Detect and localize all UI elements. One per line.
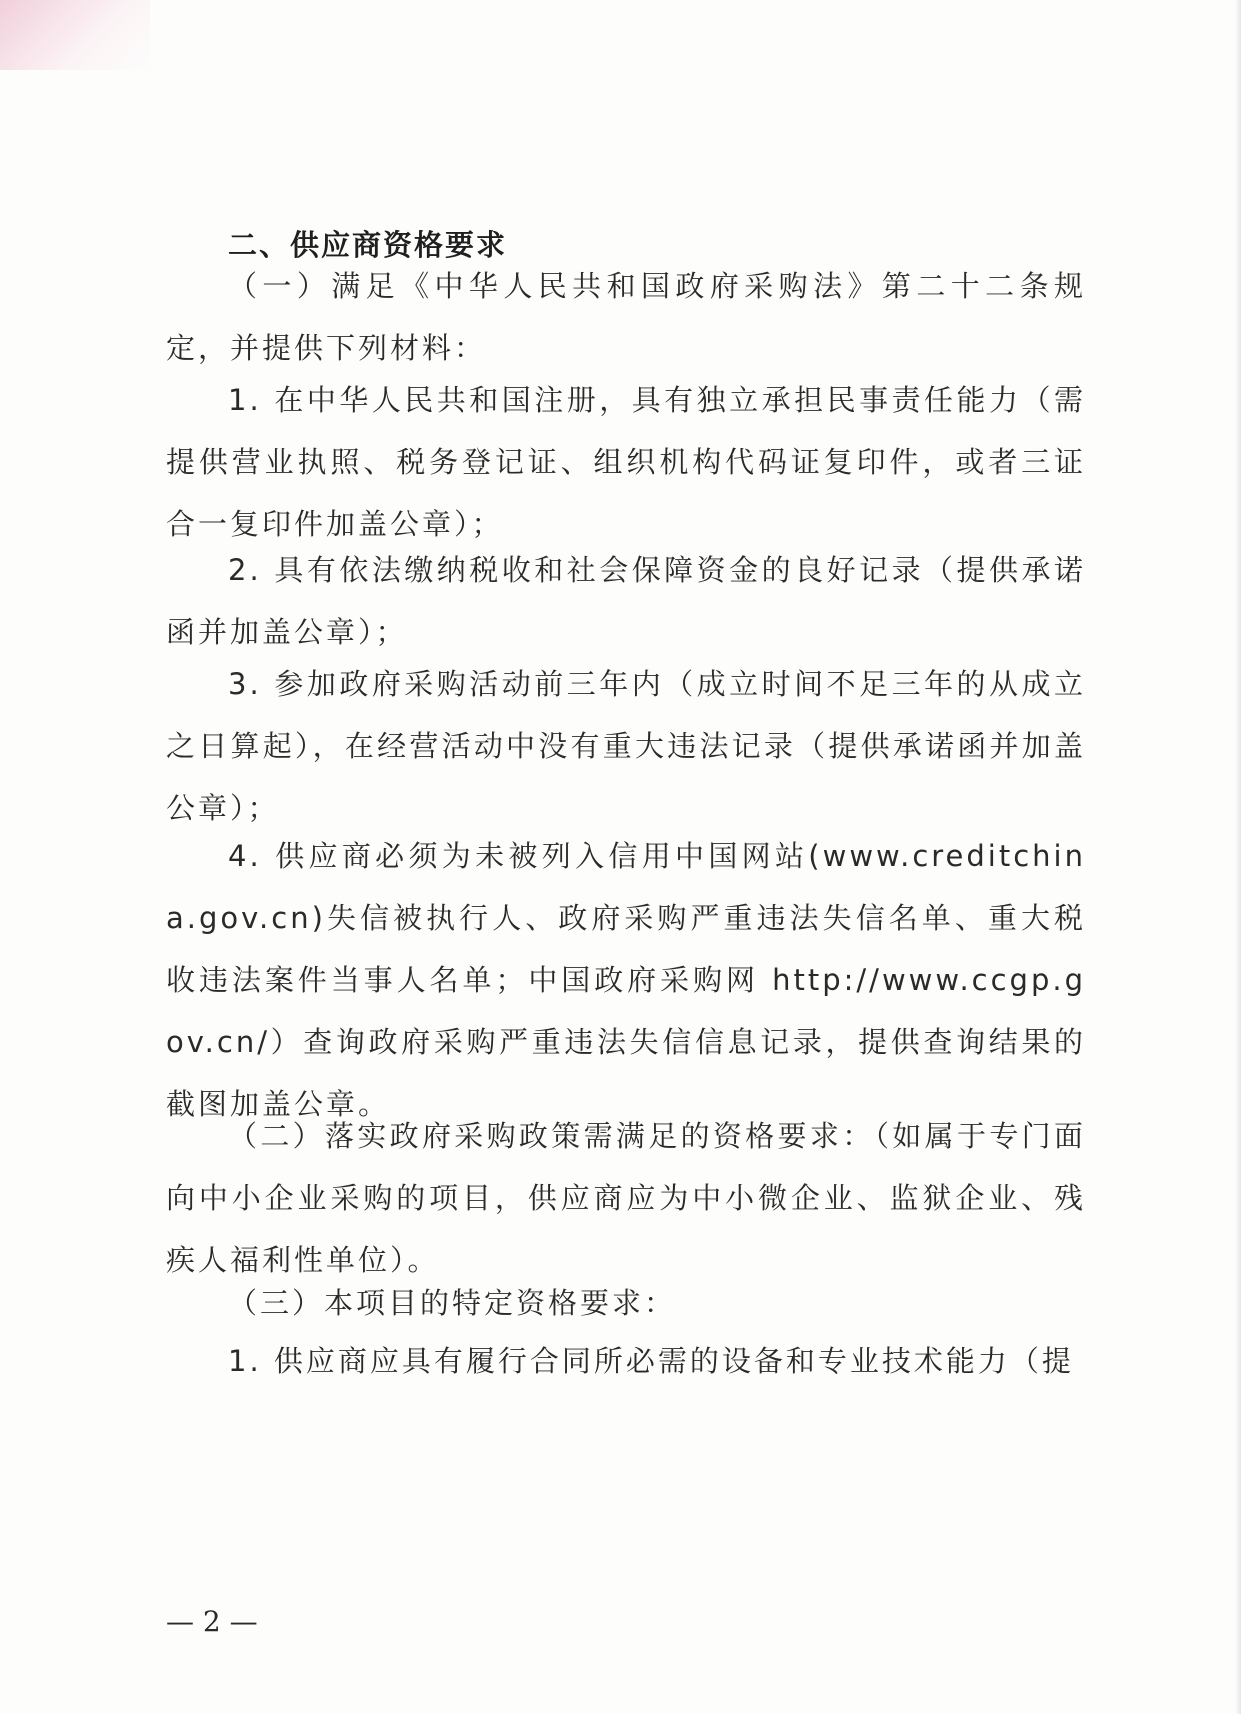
scan-edge-shadow	[1235, 0, 1241, 1714]
scan-corner-smudge	[0, 0, 150, 70]
section-heading: 二、供应商资格要求	[228, 228, 508, 262]
paragraph-item-2: 2. 具有依法缴纳税收和社会保障资金的良好记录（提供承诺函并加盖公章）；	[166, 553, 1086, 649]
paragraph-requirement-2: （二）落实政府采购政策需满足的资格要求：（如属于专门面向中小企业采购的项目，供应商应为中小微企业、监狱企业、残疾人福利性单位）。	[166, 1119, 1086, 1277]
paragraph-requirement-1: （一）满足《中华人民共和国政府采购法》第二十二条规定，并提供下列材料：	[166, 269, 1086, 365]
paragraph-item-4: 4. 供应商必须为未被列入信用中国网站(www.creditchina.gov.cn)失信被执行人、政府采购严重违法失信名单、重大税收违法案件当事人名单；中国政府采购网 http://www.ccgp.gov.cn/）查询政府采购严重违法失信信息记录，提供查询结果的截图加盖公章。	[166, 839, 1086, 1121]
paragraph-item-3: 3. 参加政府采购活动前三年内（成立时间不足三年的从成立之日算起），在经营活动中没有重大违法记录（提供承诺函并加盖公章）；	[166, 667, 1086, 825]
paragraph-item-1: 1. 在中华人民共和国注册，具有独立承担民事责任能力（需提供营业执照、税务登记证、组织机构代码证复印件，或者三证合一复印件加盖公章）；	[166, 383, 1086, 541]
paragraph-specific-item-1: 1. 供应商应具有履行合同所必需的设备和专业技术能力（提	[228, 1344, 1074, 1378]
page-number: — 2 —	[166, 1605, 258, 1638]
paragraph-requirement-3: （三）本项目的特定资格要求：	[228, 1286, 677, 1320]
